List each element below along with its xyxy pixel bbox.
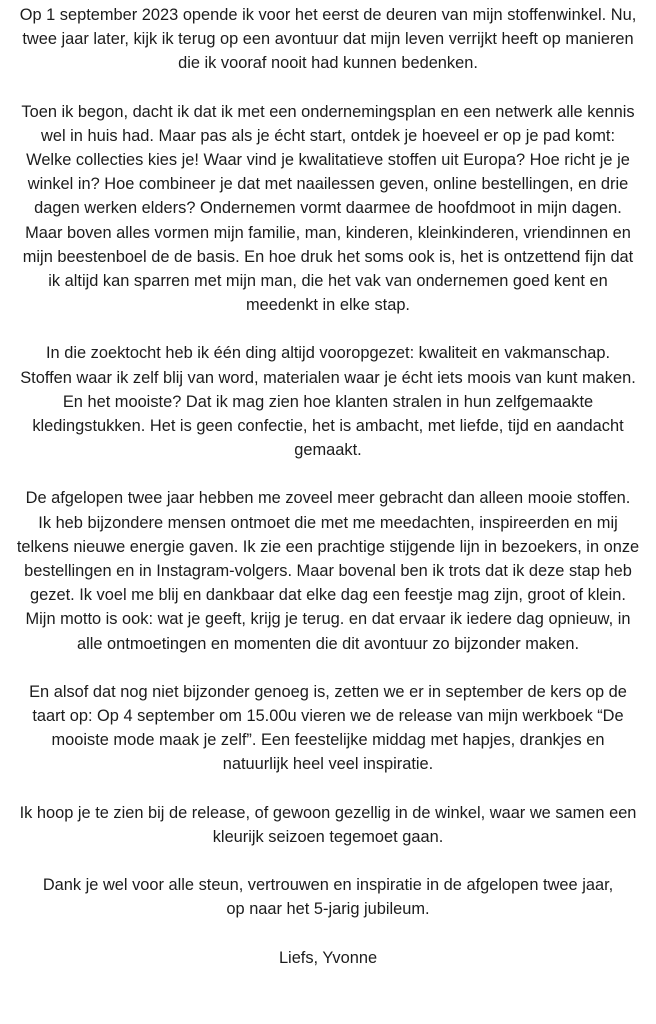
text-line: natuurlijk heel veel inspiratie. [222, 755, 434, 774]
text-line: En het mooiste? Dat ik mag zien hoe klanten stralen in hun zelfgemaakte [62, 392, 594, 411]
text-line: In die zoektocht heb ik één ding altijd vooropgezet: kwaliteit en vakmanschap. [46, 344, 610, 363]
text-line: die ik vooraf nooit had kunnen bedenken. [178, 54, 478, 73]
text-line: kledingstukken. Het is geen confectie, het is ambacht, met liefde, tijd en aandacht [32, 417, 624, 436]
text-line: Maar boven alles vormen mijn familie, man, kinderen, kleinkinderen, vriendinnen en [25, 223, 631, 242]
text-line: twee jaar later, kijk ik terug op een avontuur dat mijn leven verrijkt heeft op manieren [22, 30, 634, 49]
text-line: Toen ik begon, dacht ik dat ik met een ondernemingsplan en een netwerk alle kennis [21, 102, 635, 121]
signature [14, 946, 642, 970]
text-line: meedenkt in elke stap. [245, 296, 410, 315]
paragraph-thanks [14, 873, 642, 921]
text-line: mijn beestenboel de de basis. En hoe druk het soms ook is, het is ontzettend fijn dat [22, 247, 634, 266]
text-line: winkel in? Hoe combineer je dat met naailessen geven, online bestellingen, en drie [27, 175, 629, 194]
text-line: ik altijd kan sparren met mijn man, die het vak van ondernemen goed kent en [48, 272, 608, 291]
paragraph-two-years [14, 486, 642, 655]
paragraph-invitation [14, 801, 642, 849]
text-line: Ik heb bijzondere mensen ontmoet die met me meedachten, inspireerden en mij [38, 513, 618, 532]
paragraph-opening [14, 3, 642, 76]
text-line: Op 1 september 2023 opende ik voor het eerst de deuren van mijn stoffenwinkel. Nu, [19, 6, 637, 24]
text-line: gemaakt. [294, 441, 362, 460]
text-line: Dank je wel voor alle steun, vertrouwen en inspiratie in de afgelopen twee jaar, [42, 876, 614, 895]
text-line: dagen werken elders? Ondernemen vormt daarmee de hoofdmoot in mijn dagen. [34, 199, 622, 218]
text-line: Stoffen waar ik zelf blij van word, materialen waar je écht iets moois van kunt maken. [20, 368, 636, 387]
text-line: Mijn motto is ook: wat je geeft, krijg je terug. en dat ervaar ik iedere dag opnieuw, in [25, 610, 631, 629]
text-line: wel in huis had. Maar pas als je écht start, ontdek je hoeveel er op je pad komt: [41, 126, 615, 145]
text-line: En alsof dat nog niet bijzonder genoeg is, zetten we er in september de kers op de [29, 682, 627, 701]
signature-line: Liefs, Yvonne [278, 948, 378, 967]
text-line: bestellingen en in Instagram-volgers. Maar bovenal ben ik trots dat ik deze stap heb [24, 562, 632, 581]
paragraph-release [14, 680, 642, 777]
text-line: gezet. Ik voel me blij en dankbaar dat elke dag een feestje mag zijn, groot of klein. [30, 586, 626, 605]
text-line: kleurijk seizoen tegemoet gaan. [212, 827, 444, 846]
paragraph-beginning [14, 100, 642, 318]
text-line: Ik hoop je te zien bij de release, of gewoon gezellig in de winkel, waar we samen een [19, 803, 637, 822]
paragraph-quality [14, 341, 642, 462]
text-line: mooiste mode maak je zelf”. Een feestelijke middag met hapjes, drankjes en [51, 731, 605, 750]
text-line: Welke collecties kies je! Waar vind je kwalitatieve stoffen uit Europa? Hoe richt je je [26, 151, 630, 170]
text-line: De afgelopen twee jaar hebben me zoveel meer gebracht dan alleen mooie stoffen. [25, 489, 631, 508]
text-line: alle ontmoetingen en momenten die dit avontuur zo bijzonder maken. [76, 634, 580, 653]
text-line: taart op: Op 4 september om 15.00u vieren we de release van mijn werkboek “De [32, 707, 624, 726]
text-line: op naar het 5-jarig jubileum. [226, 900, 430, 919]
text-line: telkens nieuwe energie gaven. Ik zie een prachtige stijgende lijn in bezoekers, in onze [16, 537, 640, 556]
